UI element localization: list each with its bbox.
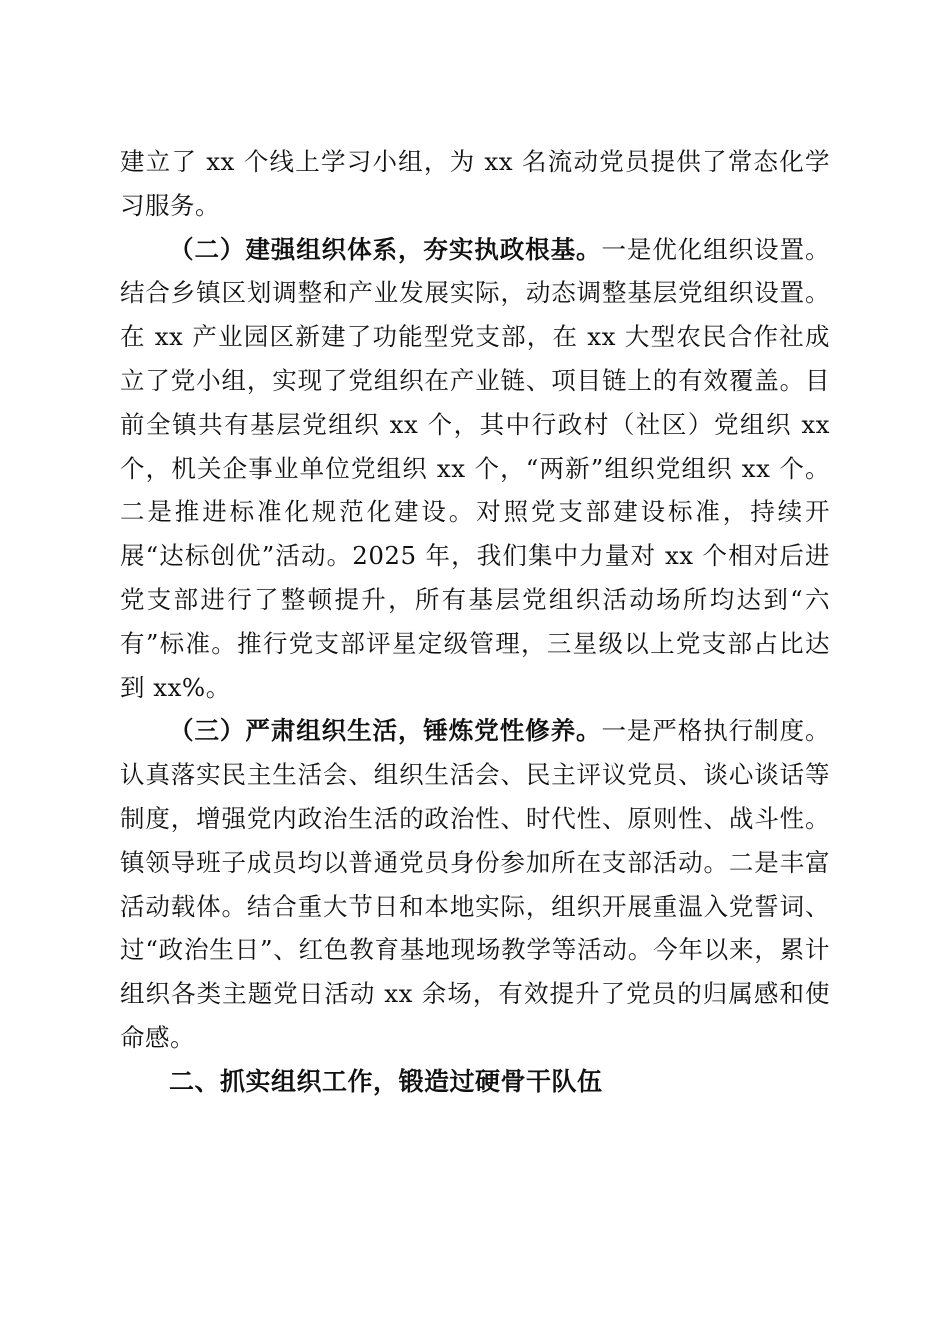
paragraph-section-3 [120, 709, 830, 1059]
paragraph-section-2 [120, 228, 830, 710]
paragraph-text: 建立了 xx 个线上学习小组，为 xx 名流动党员提供了常态化学习服务。 [120, 147, 830, 220]
paragraph-continuation [120, 140, 830, 228]
paragraph-lead: （三）严肃组织生活，锤炼党性修养。 [169, 716, 602, 746]
paragraph-text: 一是优化组织设置。结合乡镇区划调整和产业发展实际，动态调整基层党组织设置。在 xx 产业园区新建了功能型党支部，在 xx 大型农民合作社成立了党小组，实现了党组织在产业链、项目链上的有效覆盖。目前全镇共有基层党组织 xx 个，其中行政村（社区）党组织 xx 个，机关企事业单位党组织 xx 个，“两新”组织党组织 xx 个。二是推进标准化规范化建设。对照党支部建设标准，持续开展“达标创优”活动。2025 年，我们集中力量对 xx 个相对后进党支部进行了整顿提升，所有基层党组织活动场所均达到“六有”标准。推行党支部评星定级管理，三星级以上党支部占比达到 xx%。 [120, 234, 831, 702]
paragraph-lead: （二）建强组织体系，夯实执政根基。 [169, 234, 602, 264]
document-page [120, 140, 830, 1104]
paragraph-text: 一是严格执行制度。认真落实民主生活会、组织生活会、民主评议党员、谈心谈话等制度，增强党内政治生活的政治性、时代性、原则性、战斗性。镇领导班子成员均以普通党员身份参加所在支部活动。二是丰富活动载体。结合重大节日和本地实际，组织开展重温入党誓词、过“政治生日”、红色教育基地现场教学等活动。今年以来，累计组织各类主题党日活动 xx 余场，有效提升了党员的归属感和使命感。 [120, 716, 831, 1052]
section-heading: 二、抓实组织工作，锻造过硬骨干队伍 [169, 1066, 603, 1096]
